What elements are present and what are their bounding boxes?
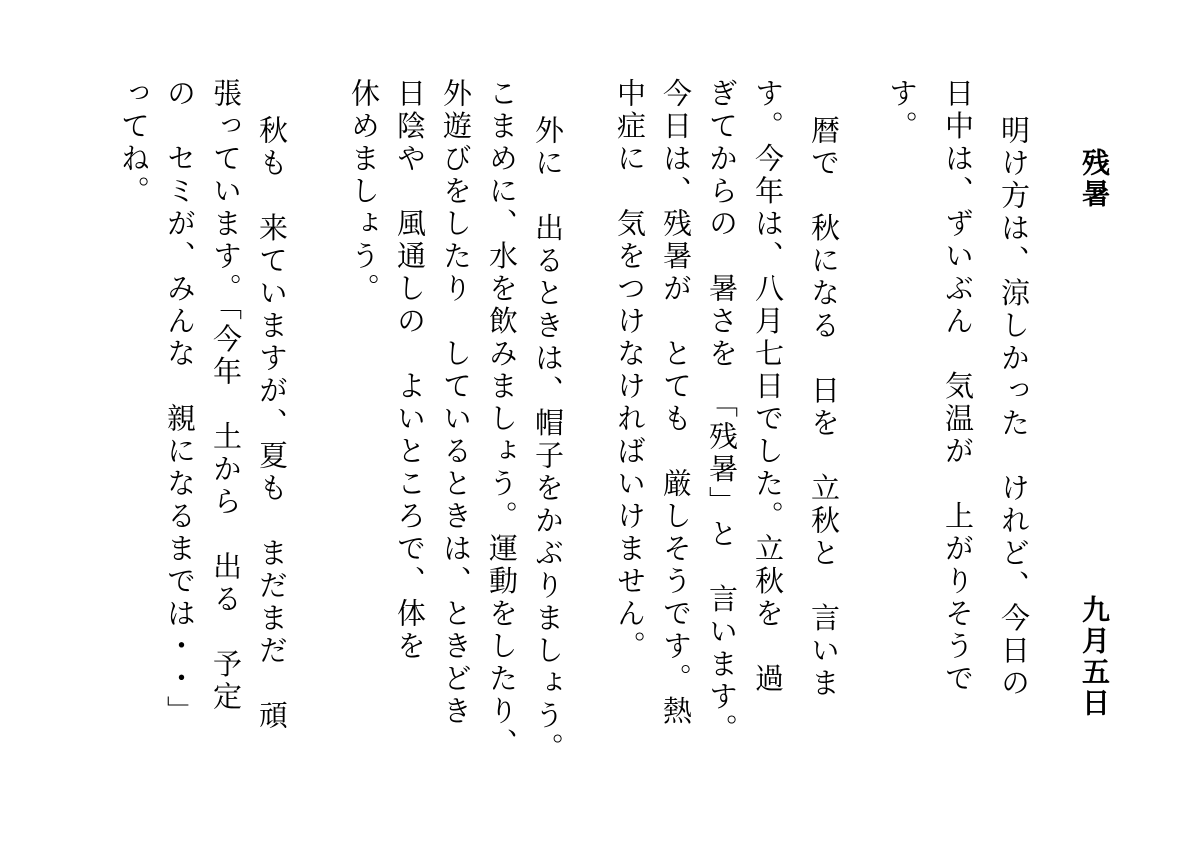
text-line-4: 暦で 秋になる 日を 立秋と 言いま: [807, 115, 841, 700]
text-line-3: す。: [885, 78, 919, 143]
text-line-14: 秋も 来ていますが、夏も まだまだ 頑: [255, 115, 289, 733]
text-line-17: ってね。: [117, 78, 151, 208]
text-line-8: 中症に 気をつけなければいけません。: [613, 78, 647, 663]
document-date: 九月五日: [1078, 595, 1111, 719]
text-line-1: 明け方は、涼しかった けれど、今日の: [997, 115, 1031, 700]
text-line-5: す。今年は、八月七日でした。立秋を 過: [751, 78, 785, 696]
text-line-11: 外遊びをしたり しているときは、ときどき: [439, 78, 473, 728]
text-line-9: 外に 出るときは、帽子をかぶりましょう。: [531, 115, 565, 765]
document-title: 残暑: [1078, 148, 1111, 210]
text-line-16: の セミが、みんな 親になるまでは・・」: [163, 78, 197, 728]
text-line-7: 今日は、残暑が とても 厳しそうです。熱: [659, 78, 693, 728]
text-line-12: 日陰や 風通しの よいところで、体を: [393, 78, 427, 663]
text-line-13: 休めましょう。: [347, 78, 381, 306]
text-line-6: ぎてからの 暑さを 「残暑」と 言います。: [705, 78, 739, 746]
text-line-10: こまめに、水を飲みましょう。運動をしたり、: [485, 78, 519, 761]
text-line-15: 張っています。「今年 土から 出る 予定: [209, 78, 243, 714]
text-line-2: 日中は、ずいぶん 気温が 上がりそうで: [941, 78, 975, 696]
